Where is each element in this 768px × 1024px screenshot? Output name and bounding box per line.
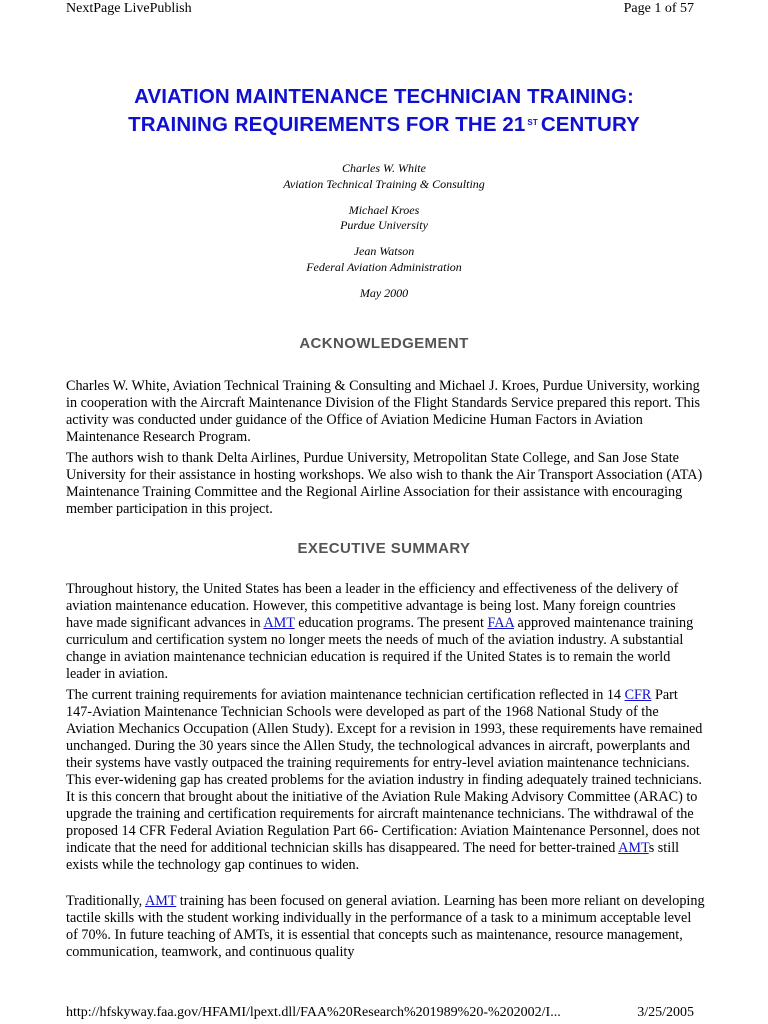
app-name: NextPage LivePublish [66, 1, 192, 16]
title-superscript: ST [527, 118, 538, 127]
paragraph-text: Throughout history, the United States has been a leader in the efficiency and effectiveness of the delivery of aviation maintenance education. However, this competitive advantage is being lost. Many foreign countries have made significant advances in [66, 581, 679, 631]
author-entry [0, 161, 768, 192]
page-indicator: Page 1 of 57 [623, 1, 694, 16]
amt-link[interactable]: AMT [144, 893, 177, 909]
author-entry [0, 244, 768, 275]
author-affiliation: Purdue University [340, 218, 428, 232]
summary-paragraph-2 [66, 687, 706, 874]
paragraph-text: The current training requirements for aviation maintenance technician certification reflected in 14 [66, 687, 625, 703]
paragraph-text: Traditionally, [66, 893, 145, 909]
paragraph-text: s still exists while the technology gap continues to widen. [66, 840, 680, 873]
faa-link[interactable]: FAA [487, 615, 514, 631]
amt-link[interactable]: AMT [263, 615, 295, 631]
summary-paragraph-3 [66, 893, 706, 961]
title-line-2 [40, 110, 728, 138]
acknowledgement-paragraph-2: The authors wish to thank Delta Airlines, Purdue University, Metropolitan State College, and San Jose State University for their assistance in hosting workshops. We also wish to thank the Air Transport Association (ATA) Maintenance Training Committee and the Regional Airline Association for their assistance with encouraging member participation in this project. [66, 450, 703, 517]
cfr-link[interactable]: CFR [624, 687, 652, 703]
author-name: Charles W. White [342, 161, 426, 175]
author-name: Michael Kroes [348, 202, 420, 217]
author-block [0, 161, 768, 301]
report-date: May 2000 [359, 285, 409, 300]
author-entry [0, 203, 768, 234]
paragraph-text: Part 147-Aviation Maintenance Technician Schools were developed as part of the 1968 National Study of the Aviation Mechanics Occupation (Allen Study). Except for a revision in 1993, these requirements have remained unchanged. During the 30 years since the Allen Study, the technological advances in aircraft, powerplants and their systems have vastly outpaced the training requirements for entry-level aviation maintenance technicians. This ever-widening gap has created problems for the aviation industry in finding adequately trained technicians. It is this concern that brought about the initiative of the Aviation Rule Making Advisory Committee (ARAC) to upgrade the training and certification requirements for aircraft maintenance technicians. The withdrawal of the proposed 14 CFR Federal Aviation Regulation Part 66- Certification: Aviation Maintenance Personnel, does not indicate that the need for additional technician skills has disappeared. The need for better-trained [66, 687, 703, 856]
title-line-2-end: CENTURY [540, 113, 640, 136]
page-footer [66, 1004, 694, 1024]
title-line-2-main: TRAINING REQUIREMENTS FOR THE 21 [128, 113, 526, 136]
paragraph-text: training has been focused on general aviation. Learning has been more reliant on developing tactile skills with the student working individually in the performance of a task to a minimum acceptable level of 70%. In future teaching of AMTs, it is essential that concepts such as maintenance, resource management, communication, teamwork, and continuous quality [66, 893, 705, 960]
acknowledgement-paragraph-1: Charles W. White, Aviation Technical Training & Consulting and Michael J. Kroes, Purdue University, working in cooperation with the Aircraft Maintenance Division of the Flight Standards Service prepared this report. This activity was conducted under guidance of the Office of Aviation Medicine Human Factors in Aviation Maintenance Research Program. [66, 378, 701, 445]
executive-summary-heading: EXECUTIVE SUMMARY [297, 540, 471, 557]
author-name: Jean Watson [353, 244, 415, 258]
acknowledgement-heading: ACKNOWLEDGEMENT [299, 335, 469, 352]
paragraph-text: approved maintenance training curriculum and certification system no longer meets the needs of much of the aviation industry. A substantial change in aviation maintenance technician education is required if the United States is to remain the world leader in aviation. [66, 615, 694, 682]
document-title [40, 84, 728, 138]
source-url: http://hfskyway.faa.gov/HFAMI/lpext.dll/FAA%20Research%201989%20-%202002/I... [66, 1005, 561, 1020]
summary-paragraph-1 [66, 581, 706, 683]
paragraph-text: education programs. The present [294, 615, 488, 631]
print-date: 3/25/2005 [637, 1005, 694, 1020]
author-affiliation: Federal Aviation Administration [306, 259, 462, 274]
author-affiliation: Aviation Technical Training & Consulting [283, 176, 485, 191]
title-line-1: AVIATION MAINTENANCE TECHNICIAN TRAINING: [134, 85, 634, 108]
page-header [66, 0, 694, 20]
amt-link[interactable]: AMT [618, 840, 649, 856]
